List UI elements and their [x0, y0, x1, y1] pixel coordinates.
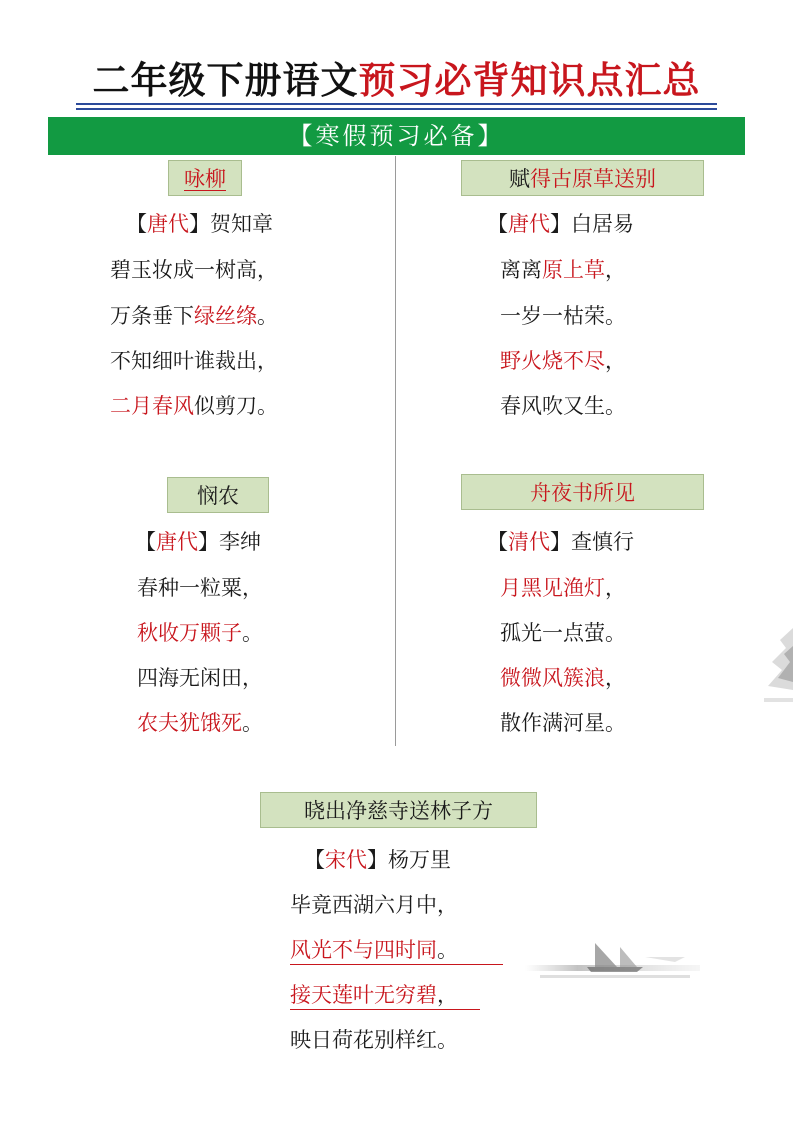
highlight-segment: 秋收万颗子 [137, 621, 242, 645]
poem-line [137, 618, 263, 648]
poem-line [137, 708, 263, 738]
dynasty: 唐代 [156, 530, 198, 554]
dynasty: 唐代 [508, 212, 550, 236]
sailboat-ink-decoration [525, 935, 700, 1000]
text-segment: 万条垂下 [110, 304, 194, 328]
bracket-close: 】 [367, 848, 388, 872]
section-banner: 【寒假预习必备】 [48, 117, 745, 155]
poem-line [500, 573, 626, 603]
text-segment: 。 [437, 938, 458, 962]
poem-line [500, 346, 626, 376]
title-black-part: 二年级下册语文 [92, 59, 359, 102]
poem-line [500, 663, 626, 693]
title-underline-1 [76, 103, 717, 105]
poem-author-line [135, 527, 261, 557]
dynasty: 清代 [508, 530, 550, 554]
highlight-segment: 原上草 [542, 258, 605, 282]
text-segment: 。 [242, 621, 263, 645]
poem-line [290, 935, 458, 965]
poem-line: 一岁一枯荣。 [500, 304, 626, 328]
poem-line: 碧玉妆成一树高， [110, 258, 278, 282]
author: 杨万里 [388, 848, 451, 872]
author: 贺知章 [210, 212, 273, 236]
highlight-segment: 风光不与四时同 [290, 938, 437, 962]
bracket-open: 【 [487, 530, 508, 554]
mountain-ink-decoration [762, 628, 793, 718]
poem-line: 春风吹又生。 [500, 394, 626, 418]
bracket-close: 】 [189, 212, 210, 236]
poem-title-xiaochujingcisi [260, 792, 537, 828]
poem-title-zhouyeshusuojian [461, 474, 704, 510]
bracket-open: 【 [487, 212, 508, 236]
highlight-segment: 微微风簇浪 [500, 666, 605, 690]
text-segment: ， [605, 666, 626, 690]
title-underline-2 [76, 108, 717, 110]
text-segment: ， [605, 349, 626, 373]
bracket-open: 【 [304, 848, 325, 872]
poem-title-minnong [167, 477, 269, 513]
poem-line [290, 980, 458, 1010]
highlight-segment: 接天莲叶无穷碧 [290, 983, 437, 1007]
column-divider [395, 156, 396, 746]
poem-line: 不知细叶谁裁出， [110, 349, 278, 373]
poem-line: 散作满河星。 [500, 711, 626, 735]
poem-line: 孤光一点萤。 [500, 621, 626, 645]
poem-author-line [487, 209, 634, 239]
text-segment: 。 [242, 711, 263, 735]
text-segment: ， [605, 576, 626, 600]
bracket-open: 【 [126, 212, 147, 236]
poem-title-yongliu [168, 160, 242, 196]
poem-line: 春种一粒粟， [137, 576, 263, 600]
highlight-segment: 二月春风 [110, 394, 194, 418]
poem-title-text: 咏柳 [184, 167, 226, 191]
bracket-close: 】 [550, 212, 571, 236]
poem-title-text: 舟夜书所见 [530, 481, 635, 505]
poem-author-line [304, 845, 451, 875]
bracket-open: 【 [135, 530, 156, 554]
dynasty: 唐代 [147, 212, 189, 236]
poem-line [500, 255, 626, 285]
text-segment: ， [605, 258, 626, 282]
highlight-underline [290, 964, 503, 965]
author: 李绅 [219, 530, 261, 554]
bracket-close: 】 [550, 530, 571, 554]
poem-author-line [126, 209, 273, 239]
poem-line [110, 391, 278, 421]
page-title [0, 56, 793, 106]
poem-title-text: 晓出净慈寺送林子方 [304, 799, 493, 823]
poem-line: 映日荷花别样红。 [290, 1028, 458, 1052]
highlight-segment: 农夫犹饿死 [137, 711, 242, 735]
text-segment: 。 [257, 304, 278, 328]
poem-line [110, 301, 278, 331]
title-highlight: 得古原草送别 [530, 167, 656, 191]
poem-line: 毕竟西湖六月中， [290, 893, 458, 917]
author: 白居易 [571, 212, 634, 236]
highlight-segment: 月黑见渔灯 [500, 576, 605, 600]
poem-line: 四海无闲田， [137, 666, 263, 690]
author: 查慎行 [571, 530, 634, 554]
text-segment: ， [437, 983, 458, 1007]
highlight-segment: 绿丝绦 [194, 304, 257, 328]
title-red-part: 预习必背知识点汇总 [358, 59, 701, 102]
text-segment: 似剪刀。 [194, 394, 278, 418]
highlight-segment: 野火烧不尽 [500, 349, 605, 373]
dynasty: 宋代 [325, 848, 367, 872]
poem-title-fudeguyuancao [461, 160, 704, 196]
title-segment: 赋 [509, 167, 530, 191]
highlight-underline [290, 1009, 480, 1010]
text-segment: 离离 [500, 258, 542, 282]
bracket-close: 】 [198, 530, 219, 554]
poem-title-text: 悯农 [197, 484, 239, 508]
poem-author-line [487, 527, 634, 557]
